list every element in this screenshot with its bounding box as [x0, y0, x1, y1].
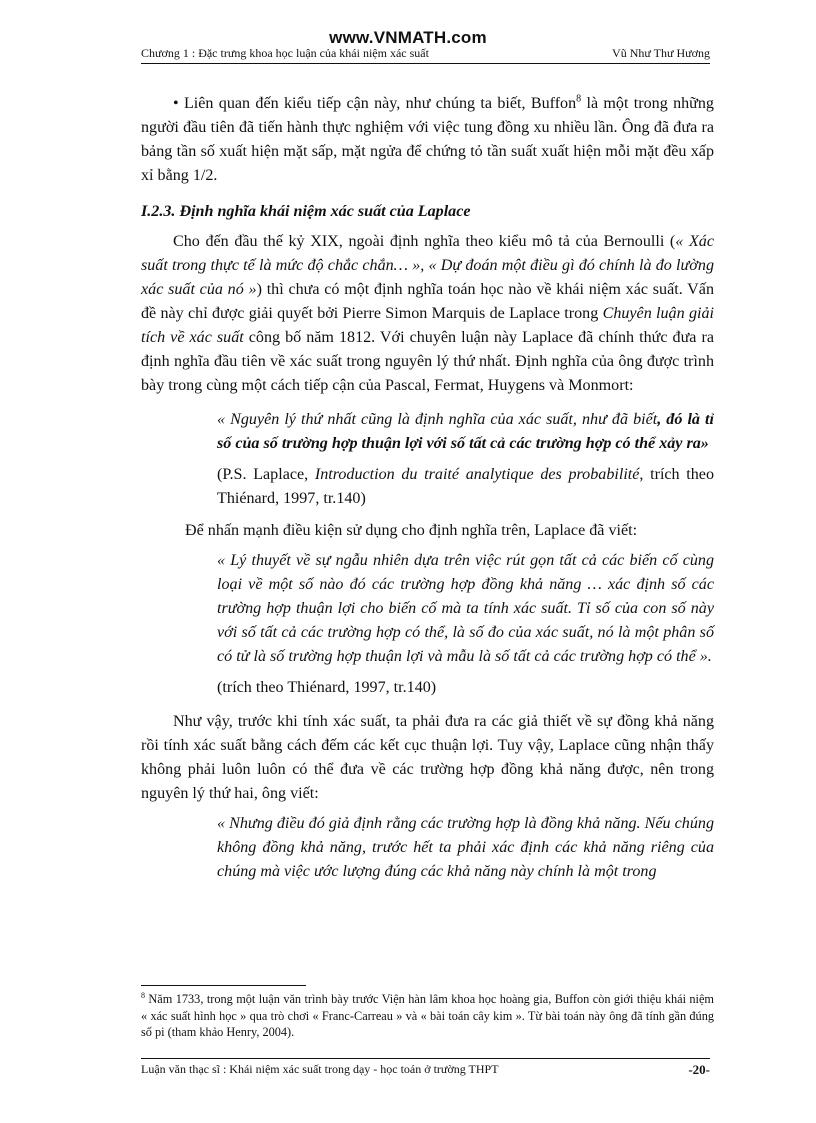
- section-heading: I.2.3. Định nghĩa khái niệm xác suất của Laplace: [141, 203, 471, 220]
- footnote-rule: [141, 985, 306, 986]
- footer-rule: [141, 1058, 710, 1059]
- footnote: [141, 991, 714, 1041]
- cited-work-title: Introduction du traité analytique des probabilité: [314, 466, 640, 483]
- definition-emphasis: , đó là tỉ số của số trường hợp thuận lợi với số tất cả các trường hợp có thể xảy ra»: [217, 411, 714, 452]
- paragraph-buffon: • Liên quan đến kiểu tiếp cận này, như chúng ta biết, Buffon$^8$ là một trong những người đầu tiên đã tiến hành thực nghiệm với việc tung đồng xu nhiều lần. Ông đã đưa ra bảng tần số xuất hiện mặt sấp, mặt ngửa để chứng tỏ tần suất xuất hiện mỗi mặt đều xấp xỉ bằng 1/2.: [141, 93, 714, 184]
- citation-thienard: (trích theo Thiénard, 1997, tr.140): [217, 679, 437, 696]
- bernoulli-quote: « Xác suất trong thực tế là mức độ chắc chắn… », « Dự đoán một điều gì đó chính là đo lường xác suất của nó »: [141, 233, 714, 298]
- footnote-mark: 8: [141, 990, 145, 1000]
- chapter-title: Chương 1 : Đặc trưng khoa học luận của khái niệm xác suất: [141, 46, 429, 60]
- footnote-ref[interactable]: 8: [576, 93, 582, 105]
- book-title: Chuyên luận giải tích về xác suất: [141, 305, 714, 346]
- bullet-icon: •: [173, 95, 179, 112]
- paragraph-emphasis: Để nhấn mạnh điều kiện sử dụng cho định nghĩa trên, Laplace đã viết:: [185, 522, 638, 539]
- paragraph-laplace-intro: Cho đến đầu thế kỷ XIX, ngoài định nghĩa theo kiểu mô tả của Bernoulli (« Xác suất trong thực tế là mức độ chắc chắn… », « Dự đoán một điều gì đó chính là đo lường xác suất của nó ») thì chưa có một định nghĩa toán học nào về khái niệm xác suất. Vấn đề này chỉ được giải quyết bởi Pierre Simon Marquis de Laplace trong Chuyên luận giải tích về xác suất công bố năm 1812. Với chuyên luận này Laplace đã chính thức đưa ra định nghĩa đầu tiên về xác suất trong nguyên lý thứ nhất. Định nghĩa của ông được trình bày trong cùng một cách tiếp cận của Pascal, Fermat, Huygens và Monmort:: [141, 233, 714, 394]
- citation-laplace: (P.S. Laplace, Introduction du traité analytique des probabilité, trích theo Thiénard, 1997, tr.140): [217, 466, 714, 507]
- main-text: [141, 92, 714, 884]
- quote-second-principle: « Nhưng điều đó giả định rằng các trường hợp là đồng khả năng. Nếu chúng không đồng khả năng, trước hết ta phải xác định các khả năng riêng của chúng mà việc ước lượng đúng các khả năng này chính là một trong: [217, 815, 714, 880]
- site-watermark: www.VNMATH.com: [329, 28, 487, 47]
- footnote-text: Năm 1733, trong một luận văn trình bày trước Viện hàn lâm khoa học hoàng gia, Buffon còn giới thiệu khái niệm « xác suất hình học » qua trò chơi « Franc-Carreau » và « bài toán cây kim ». Từ bài toán này ông đã tính gần đúng số pi (tham khảo Henry, 2004).: [141, 992, 714, 1039]
- thesis-title: Luận văn thạc sĩ : Khái niệm xác suất trong dạy - học toán ở trường THPT: [141, 1062, 499, 1076]
- page-number: -20-: [688, 1062, 710, 1077]
- quote-chance-theory: « Lý thuyết về sự ngẫu nhiên dựa trên việc rút gọn tất cả các biến cố cùng loại về một số nào đó các trường hợp đồng khả năng … xác định số các trường hợp thuận lợi cho biến cố mà ta tính xác suất. Tỉ số của con số này với số tất cả các trường hợp có thể, là số đo của xác suất, nó là một phân số có tử là số trường hợp thuận lợi và mẫu là số tất cả các trường hợp có thể ».: [217, 552, 714, 665]
- quote-first-principle: « Nguyên lý thứ nhất cũng là định nghĩa của xác suất, như đã biết, đó là tỉ số của số trường hợp thuận lợi với số tất cả các trường hợp có thể xảy ra»: [217, 411, 714, 452]
- header-rule: [141, 63, 710, 64]
- paragraph-second-principle: Như vậy, trước khi tính xác suất, ta phải đưa ra các giả thiết về sự đồng khả năng rồi tính xác suất bằng cách đếm các kết cục thuận lợi. Tuy vậy, Laplace cũng nhận thấy không phải luôn luôn có thể đưa về các trường hợp đồng khả năng được, nên trong nguyên lý thứ hai, ông viết:: [141, 713, 714, 802]
- author-name: Vũ Như Thư Hương: [612, 46, 710, 60]
